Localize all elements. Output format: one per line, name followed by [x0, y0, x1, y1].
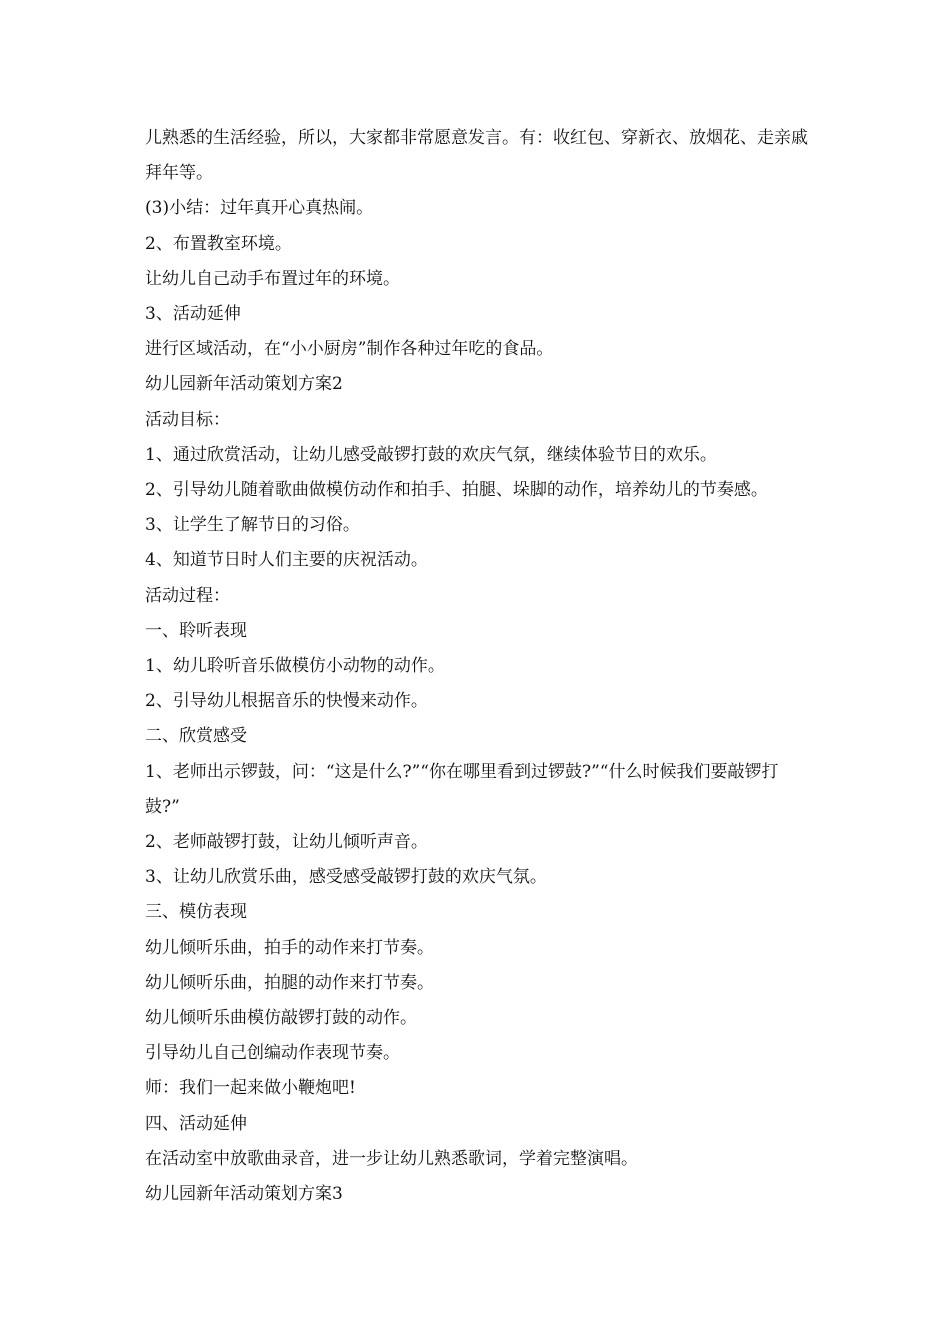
process-part-2-item-3: 3、让幼儿欣赏乐曲，感受感受敲锣打鼓的欢庆气氛。	[145, 867, 547, 888]
paragraph-step-2: 2、布置教室环境。	[145, 233, 292, 254]
paragraph-summary: (3)小结：过年真开心真热闹。	[145, 198, 374, 219]
paragraph-step-3-detail: 进行区域活动，在“小小厨房”制作各种过年吃的食品。	[145, 339, 554, 360]
paragraph-step-2-detail: 让幼儿自己动手布置过年的环境。	[145, 268, 400, 289]
paragraph-continuation: 儿熟悉的生活经验，所以，大家都非常愿意发言。有：收红包、穿新衣、放烟花、走亲戚拜年等。	[145, 128, 808, 184]
process-part-4-item-1: 在活动室中放歌曲录音，进一步让幼儿熟悉歌词，学着完整演唱。	[145, 1148, 638, 1169]
heading-goals: 活动目标：	[145, 409, 230, 430]
process-part-3: 三、模仿表现	[145, 902, 247, 923]
process-part-2: 二、欣赏感受	[145, 726, 247, 747]
document-body	[145, 121, 810, 1212]
process-part-3-item-2: 幼儿倾听乐曲，拍腿的动作来打节奏。	[145, 972, 434, 993]
section-title-plan-2: 幼儿园新年活动策划方案2	[145, 374, 343, 395]
process-part-1-item-1: 1、幼儿聆听音乐做模仿小动物的动作。	[145, 656, 445, 677]
paragraph-step-3: 3、活动延伸	[145, 304, 241, 325]
process-part-3-item-4: 引导幼儿自己创编动作表现节奏。	[145, 1043, 400, 1064]
process-part-2-item-2: 2、老师敲锣打鼓，让幼儿倾听声音。	[145, 832, 428, 853]
process-part-3-item-1: 幼儿倾听乐曲，拍手的动作来打节奏。	[145, 937, 434, 958]
process-part-1-item-2: 2、引导幼儿根据音乐的快慢来动作。	[145, 691, 428, 712]
goal-item-1: 1、通过欣赏活动，让幼儿感受敲锣打鼓的欢庆气氛，继续体验节日的欢乐。	[145, 444, 717, 465]
process-part-4: 四、活动延伸	[145, 1113, 247, 1134]
process-part-2-item-1: 1、老师出示锣鼓，问：“这是什么?”“你在哪里看到过锣鼓?”“什么时候我们要敲锣打鼓?”	[145, 761, 779, 817]
section-title-plan-3: 幼儿园新年活动策划方案3	[145, 1184, 343, 1205]
process-part-3-item-3: 幼儿倾听乐曲模仿敲锣打鼓的动作。	[145, 1008, 417, 1029]
goal-item-4: 4、知道节日时人们主要的庆祝活动。	[145, 550, 428, 571]
process-part-3-item-5: 师：我们一起来做小鞭炮吧!	[145, 1078, 356, 1099]
goal-item-3: 3、让学生了解节日的习俗。	[145, 515, 360, 536]
goal-item-2: 2、引导幼儿随着歌曲做模仿动作和拍手、拍腿、垛脚的动作，培养幼儿的节奏感。	[145, 480, 768, 501]
process-part-1: 一、聆听表现	[145, 620, 247, 641]
heading-process: 活动过程：	[145, 585, 230, 606]
